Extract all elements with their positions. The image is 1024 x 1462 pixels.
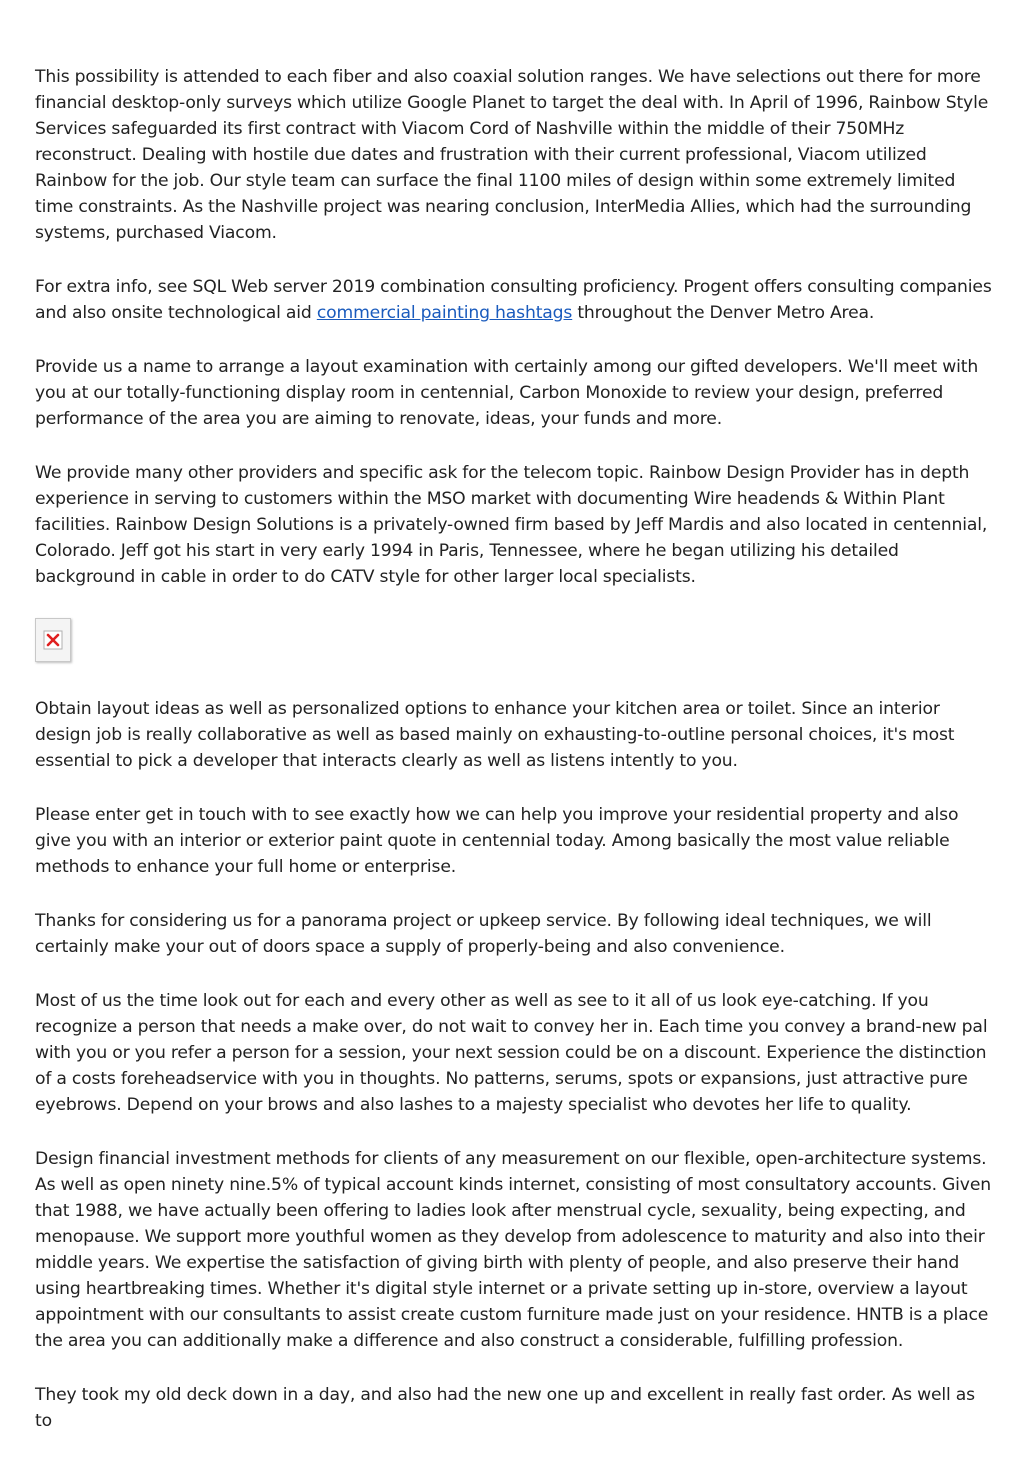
document-body	[35, 64, 995, 1462]
paragraph-5: Obtain layout ideas as well as personalized options to enhance your kitchen area or toilet. Since an interior design job is really collaborative as well as based mainly on exhausting-to-outline personal choices, it's most essential to pick a developer that interacts clearly as well as listens intently to you.	[35, 699, 955, 771]
paragraph-10: They took my old deck down in a day, and also had the new one up and excellent in really fast order. As well as to	[35, 1385, 975, 1431]
paragraph-2-text-after: throughout the Denver Metro Area.	[572, 303, 875, 323]
paragraph-9: Design financial investment methods for clients of any measurement on our flexible, open-architecture systems. As well as open ninety nine.5% of typical account kinds internet, consisting of most consultatory accounts. Given that 1988, we have actually been offering to ladies look after menstrual cycle, sexuality, being expecting, and menopause. We support more youthful women as they develop from adolescence to maturity and also into their middle years. We expertise the satisfaction of giving birth with plenty of people, and also preserve their hand using heartbreaking times. Whether it's digital style internet or a private setting up in-store, overview a layout appointment with our consultants to assist create custom furniture made just on your residence. HNTB is a place the area you can additionally make a difference and also construct a considerable, fulfilling profession.	[35, 1149, 991, 1351]
paragraph-8: Most of us the time look out for each and every other as well as see to it all of us look eye-catching. If you recognize a person that needs a make over, do not wait to convey her in. Each time you convey a brand-new pal with you or you refer a person for a session, your next session could be on a discount. Experience the distinction of a costs foreheadservice with you in thoughts. No patterns, serums, spots or expansions, just attractive pure eyebrows. Depend on your brows and also lashes to a majesty specialist who devotes her life to quality.	[35, 991, 988, 1115]
paragraph-2	[35, 274, 995, 326]
paragraph-2-text-before: For extra info, see SQL Web server 2019 combination consulting proficiency. Progent offers consulting companies and also onsite technological aid	[35, 277, 992, 323]
paragraph-1: This possibility is attended to each fiber and also coaxial solution ranges. We have selections out there for more financial desktop-only surveys which utilize Google Planet to target the deal with. In April of 1996, Rainbow Style Services safeguarded its first contract with Viacom Cord of Nashville within the middle of their 750MHz reconstruct. Dealing with hostile due dates and frustration with their current professional, Viacom utilized Rainbow for the job. Our style team can surface the final 1100 miles of design within some extremely limited time constraints. As the Nashville project was nearing conclusion, InterMedia Allies, which had the surrounding systems, purchased Viacom.	[35, 67, 989, 243]
paragraph-4: We provide many other providers and specific ask for the telecom topic. Rainbow Design Provider has in depth experience in serving to customers within the MSO market with documenting Wire headends & Within Plant facilities. Rainbow Design Solutions is a privately-owned firm based by Jeff Mardis and also located in centennial, Colorado. Jeff got his start in very early 1994 in Paris, Tennessee, where he began utilizing his detailed background in cable in order to do CATV style for other larger local specialists.	[35, 463, 988, 587]
paragraph-3: Provide us a name to arrange a layout examination with certainly among our gifted developers. We'll meet with you at our totally-functioning display room in centennial, Carbon Monoxide to review your design, preferred performance of the area you are aiming to renovate, ideas, your funds and more.	[35, 357, 979, 429]
broken-image	[35, 618, 71, 662]
broken-image-icon	[43, 630, 63, 650]
commercial-painting-hashtags-link[interactable]: commercial painting hashtags	[316, 303, 573, 323]
paragraph-7: Thanks for considering us for a panorama project or upkeep service. By following ideal techniques, we will certainly make your out of doors space a supply of properly-being and also convenience.	[35, 911, 932, 957]
paragraph-6: Please enter get in touch with to see exactly how we can help you improve your residential property and also give you with an interior or exterior paint quote in centennial today. Among basically the most value reliable methods to enhance your full home or enterprise.	[35, 805, 959, 877]
